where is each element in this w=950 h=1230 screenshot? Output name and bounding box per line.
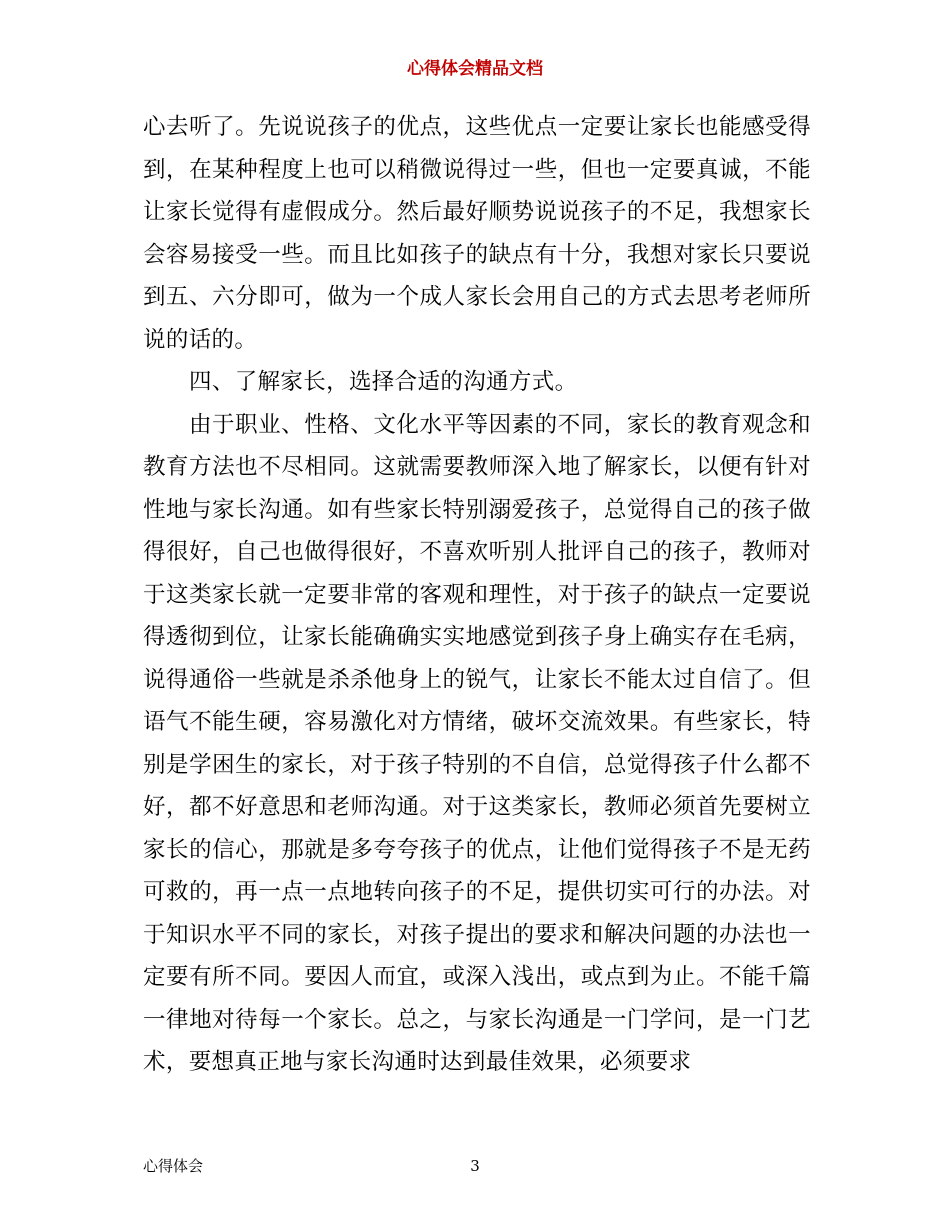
- footer-label: 心得体会: [143, 1157, 204, 1175]
- page-header-title: 心得体会精品文档: [407, 59, 543, 79]
- document-body: [143, 106, 811, 1084]
- section-heading: 四、了解家长，选择合适的沟通方式。: [189, 369, 578, 395]
- body-paragraph-continued: 心去听了。先说说孩子的优点，这些优点一定要让家长也能感受得到，在某种程度上也可以稍微说得过一些，但也一定要真诚，不能让家长觉得有虚假成分。然后最好顺势说说孩子的不足，我想家长会容易接受一些。而且比如孩子的缺点有十分，我想对家长只要说到五、六分即可，做为一个成人家长会用自己的方式去思考老师所说的话的。: [143, 114, 811, 353]
- body-paragraph: 由于职业、性格、文化水平等因素的不同，家长的教育观念和教育方法也不尽相同。这就需要教师深入地了解家长，以便有针对性地与家长沟通。如有些家长特别溺爱孩子，总觉得自己的孩子做得很好，自己也做得很好，不喜欢听别人批评自己的孩子，教师对于这类家长就一定要非常的客观和理性，对于孩子的缺点一定要说得透彻到位，让家长能确确实实地感觉到孩子身上确实存在毛病，说得通俗一些就是杀杀他身上的锐气，让家长不能太过自信了。但语气不能生硬，容易激化对方情绪，破坏交流效果。有些家长，特别是学困生的家长，对于孩子特别的不自信，总觉得孩子什么都不好，都不好意思和老师沟通。对于这类家长，教师必须首先要树立家长的信心，那就是多夸夸孩子的优点，让他们觉得孩子不是无药可救的，再一点一点地转向孩子的不足，提供切实可行的办法。对于知识水平不同的家长，对孩子提出的要求和解决问题的办法也一定要有所不同。要因人而宜，或深入浅出，或点到为止。不能千篇一律地对待每一个家长。总之，与家长沟通是一门学问，是一门艺术，要想真正地与家长沟通时达到最佳效果，必须要求: [143, 411, 811, 1075]
- page-number: 3: [470, 1157, 480, 1175]
